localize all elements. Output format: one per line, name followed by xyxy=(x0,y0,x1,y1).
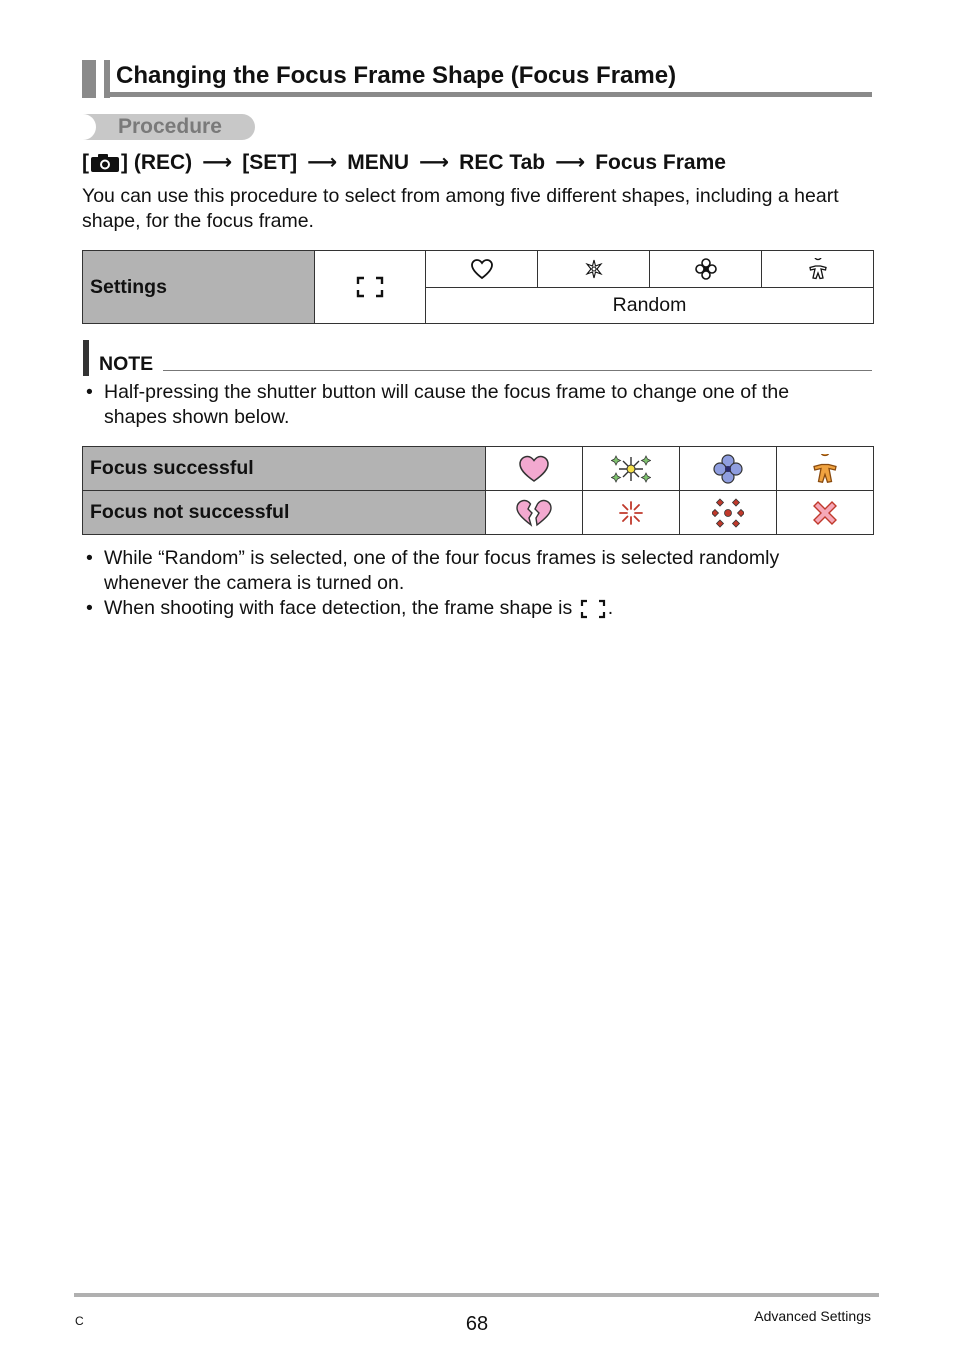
pink-heart-icon xyxy=(518,454,550,484)
path-focus-frame: Focus Frame xyxy=(595,151,726,174)
bullet-text: Half-pressing the shutter button will cause the focus frame to change one of the shapes shown below. xyxy=(104,381,790,428)
arrow-icon: ⟶ xyxy=(307,151,338,174)
section-title: Changing the Focus Frame Shape (Focus Frame) xyxy=(116,62,677,89)
bracket-frame-icon xyxy=(580,599,606,619)
focus-fail-cross xyxy=(777,491,874,535)
intro-paragraph: You can use this procedure to select from among five different shapes, including a heart shape, for the focus frame. xyxy=(82,185,839,232)
path-rec-tab: REC Tab xyxy=(459,151,546,174)
blue-flower-icon xyxy=(713,454,743,484)
path-rec: ] (REC) xyxy=(121,151,193,174)
bullet-period: . xyxy=(607,597,614,619)
heading-bar-thick xyxy=(82,60,96,98)
path-set: [SET] xyxy=(242,151,298,174)
bullet-text: When shooting with face detection, the frame shape is xyxy=(104,597,573,619)
focus-success-label: Focus successful xyxy=(83,447,486,491)
footer-left-mark: C xyxy=(75,1314,84,1328)
focus-fail-label: Focus not successful xyxy=(83,491,486,535)
broken-heart-icon xyxy=(515,498,553,528)
setting-heart xyxy=(426,251,538,288)
settings-table xyxy=(82,250,874,324)
sparkle-icon xyxy=(611,453,651,485)
bullet-text: While “Random” is selected, one of the four focus frames is selected randomly whenever the camera is turned on. xyxy=(104,547,780,594)
scattered-flower-icon xyxy=(712,498,744,528)
focus-success-heart xyxy=(486,447,583,491)
bracket-frame-icon xyxy=(356,276,384,298)
camera-icon xyxy=(90,153,120,173)
flower-outline-icon xyxy=(694,258,718,280)
setting-gingerbread xyxy=(762,251,874,288)
focus-fail-scattered-flower xyxy=(680,491,777,535)
note-bar xyxy=(83,340,89,376)
heading-rule xyxy=(110,92,872,97)
note-label: NOTE xyxy=(99,353,154,375)
gingerbread-outline-icon xyxy=(807,258,829,280)
focus-table xyxy=(82,446,874,535)
procedure-label: Procedure xyxy=(118,115,222,138)
menu-path xyxy=(82,150,726,176)
settings-label: Settings xyxy=(83,251,315,324)
bullet-dot: • xyxy=(86,597,93,619)
arrow-icon: ⟶ xyxy=(419,151,450,174)
bullet-face-detection xyxy=(86,596,856,621)
setting-sparkle xyxy=(538,251,650,288)
burst-icon xyxy=(618,500,644,526)
footer-rule xyxy=(74,1293,879,1297)
path-menu: MENU xyxy=(347,151,410,174)
footer-section-name: Advanced Settings xyxy=(754,1308,871,1324)
bullet-text-wrap xyxy=(104,596,856,621)
note-bullet-1 xyxy=(86,380,856,430)
sparkle-outline-icon xyxy=(583,258,605,280)
setting-flower xyxy=(650,251,762,288)
gingerbread-icon xyxy=(811,454,839,484)
note-rule xyxy=(163,370,872,371)
bullet-random xyxy=(86,546,856,596)
path-open-bracket: [ xyxy=(82,151,89,174)
bullet-dot: • xyxy=(86,547,93,569)
bullet-dot: • xyxy=(86,381,93,403)
heart-outline-icon xyxy=(470,258,494,280)
page-number: 68 xyxy=(465,1313,489,1335)
setting-bracket-frame xyxy=(315,251,426,324)
setting-random: Random xyxy=(426,287,874,324)
arrow-icon: ⟶ xyxy=(555,151,586,174)
focus-success-sparkle xyxy=(583,447,680,491)
focus-success-gingerbread xyxy=(777,447,874,491)
arrow-icon: ⟶ xyxy=(202,151,233,174)
pink-cross-icon xyxy=(812,500,838,526)
focus-fail-heart xyxy=(486,491,583,535)
focus-fail-burst xyxy=(583,491,680,535)
focus-success-flower xyxy=(680,447,777,491)
